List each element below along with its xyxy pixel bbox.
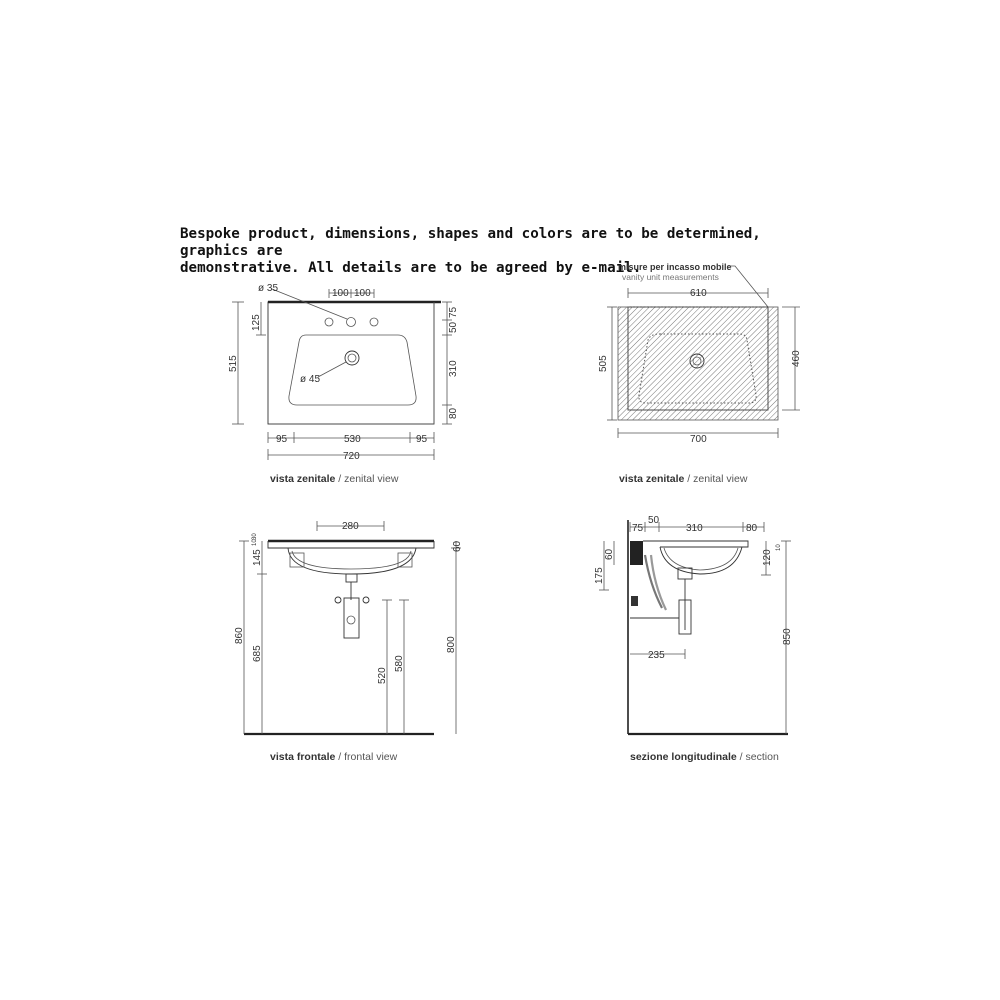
tap-hole-right [370, 318, 378, 326]
caption-zenital-right [619, 473, 748, 485]
drain-outer [345, 351, 359, 365]
section-valve [631, 596, 638, 606]
caption-en: / zenital view [335, 473, 399, 485]
front-valve-right [363, 597, 369, 603]
front-trap [344, 598, 359, 638]
left-depth-label: 505 [598, 355, 609, 372]
inner-width-label: 610 [690, 288, 707, 299]
small-b-label: 10 [252, 539, 258, 546]
front-bracket-left [290, 553, 304, 567]
section-d120-label: 120 [762, 549, 773, 566]
caption-en: / frontal view [335, 751, 398, 763]
caption-en: / zenital view [684, 473, 748, 485]
section-d75-label: 75 [632, 523, 644, 534]
h580-label: 580 [394, 655, 405, 672]
h800-label: 800 [446, 636, 457, 653]
right-a-label: 75 [448, 306, 459, 318]
h520-label: 520 [377, 667, 388, 684]
section-d80-label: 80 [746, 523, 758, 534]
bowl-outline [289, 335, 416, 405]
caption-zenital-left [270, 473, 399, 485]
basin-outline [268, 302, 434, 424]
caption-section [630, 751, 779, 763]
caption-it: vista zenitale [270, 473, 336, 485]
section-basin-back [630, 541, 643, 565]
tap-hole-center [347, 318, 356, 327]
depth-a-label: 125 [251, 314, 262, 331]
section-view [594, 515, 793, 763]
note-line-1: Bespoke product, dimensions, shapes and colors are to be determined, graphics are [180, 226, 761, 259]
section-bowl-inner [664, 548, 738, 570]
vanity-label-it: misure per incasso mobile [618, 262, 732, 272]
section-drain [678, 568, 692, 579]
small-a-label: 30 [252, 533, 258, 540]
vanity-label-leader [728, 266, 768, 307]
front-bowl-curve [288, 548, 416, 574]
drain-inner [348, 354, 356, 362]
right-d-label: 80 [448, 407, 459, 419]
caption-it: vista zenitale [619, 473, 685, 485]
hole-dia-label: ø 35 [258, 283, 279, 294]
zenital-view-basin [228, 283, 459, 485]
section-hose-1 [645, 555, 662, 608]
bowl-height-label: 145 [252, 549, 263, 566]
zenital-view-vanity [598, 262, 802, 485]
right-c-label: 310 [448, 360, 459, 377]
side-left-label: 95 [276, 434, 288, 445]
outer-width-label: 700 [690, 434, 707, 445]
section-basin-top [643, 541, 748, 547]
section-d310-label: 310 [686, 523, 703, 534]
right-depth-label: 460 [791, 350, 802, 367]
bowl-width-label: 530 [344, 434, 361, 445]
total-height-label: 860 [234, 627, 245, 644]
front-drain-body [346, 574, 357, 582]
rim-label: 60 [452, 540, 463, 552]
front-bowl-inner [292, 551, 411, 569]
vanity-label-en: vanity unit measurements [622, 272, 719, 282]
vanity-hatch [618, 307, 778, 420]
front-bowl-width-label: 280 [342, 521, 359, 532]
section-d850-label: 850 [782, 628, 793, 645]
section-d60-label: 60 [604, 548, 615, 560]
overall-width-label: 720 [343, 451, 360, 462]
caption-it: vista frontale [270, 751, 336, 763]
section-d235-label: 235 [648, 650, 665, 661]
side-right-label: 95 [416, 434, 428, 445]
front-valve-left [335, 597, 341, 603]
section-d50-label: 50 [648, 515, 660, 526]
tap-hole-left [325, 318, 333, 326]
section-d175-label: 175 [594, 567, 605, 584]
caption-en: / section [736, 751, 779, 763]
right-b-label: 50 [448, 321, 459, 333]
caption-it: sezione longitudinale [630, 751, 737, 763]
tap-spacing-2: 100 [354, 288, 371, 299]
drain-dia-leader [318, 362, 346, 377]
note-line-2: demonstrative. All details are to be agreed by e-mail. [180, 260, 642, 276]
section-d10-label: 10 [776, 544, 782, 551]
overall-depth-label: 515 [228, 355, 239, 372]
frontal-view [234, 521, 463, 763]
drain-dia-label: ø 45 [300, 374, 321, 385]
h685-label: 685 [252, 645, 263, 662]
front-trap-nut [347, 616, 355, 624]
tap-spacing-1: 100 [332, 288, 349, 299]
caption-frontal [270, 751, 398, 763]
